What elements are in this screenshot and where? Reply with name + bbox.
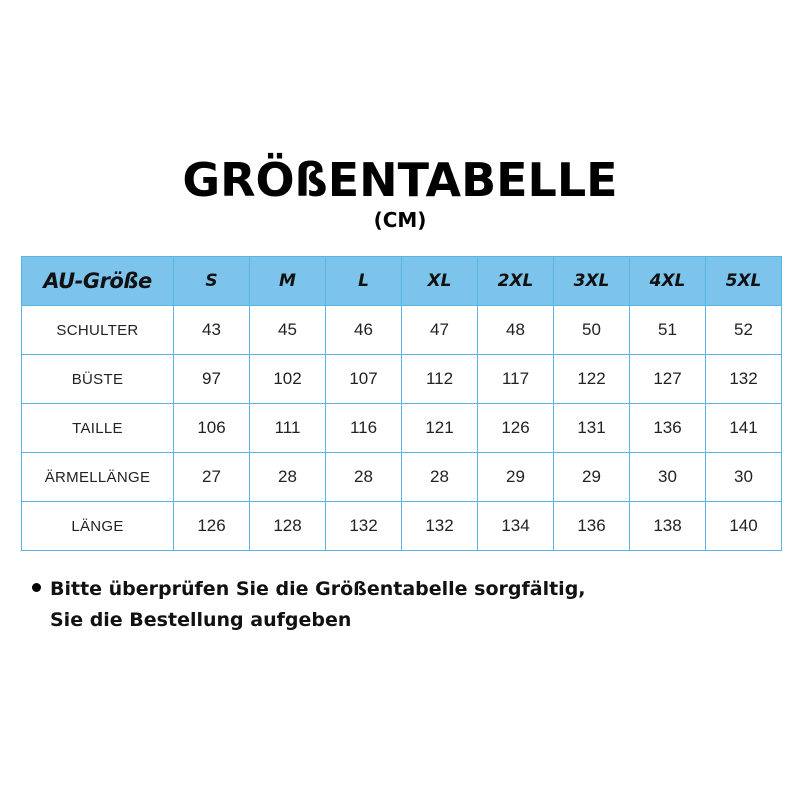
value-cell: 136	[630, 404, 706, 453]
value-cell: 112	[402, 355, 478, 404]
value-cell: 126	[478, 404, 554, 453]
row-label-cell: BÜSTE	[22, 355, 174, 404]
value-cell: 117	[478, 355, 554, 404]
value-cell: 140	[706, 502, 782, 551]
value-cell: 47	[402, 306, 478, 355]
value-cell: 29	[554, 453, 630, 502]
size-header-cell: XL	[402, 257, 478, 306]
value-cell: 116	[326, 404, 402, 453]
value-cell: 29	[478, 453, 554, 502]
value-cell: 28	[402, 453, 478, 502]
row-label-cell: TAILLE	[22, 404, 174, 453]
value-cell: 132	[402, 502, 478, 551]
value-cell: 111	[250, 404, 326, 453]
value-cell: 136	[554, 502, 630, 551]
size-note	[32, 574, 772, 636]
value-cell: 132	[326, 502, 402, 551]
value-cell: 122	[554, 355, 630, 404]
value-cell: 48	[478, 306, 554, 355]
value-cell: 43	[174, 306, 250, 355]
size-header-cell: 5XL	[706, 257, 782, 306]
size-header-cell: S	[174, 257, 250, 306]
value-cell: 45	[250, 306, 326, 355]
size-header-cell: 2XL	[478, 257, 554, 306]
value-cell: 28	[250, 453, 326, 502]
table-row	[22, 306, 782, 355]
value-cell: 51	[630, 306, 706, 355]
note-line-1: Bitte überprüfen Sie die Größentabelle sorgfältig,	[50, 578, 586, 600]
value-cell: 128	[250, 502, 326, 551]
size-header-cell: M	[250, 257, 326, 306]
row-label-cell: SCHULTER	[22, 306, 174, 355]
row-label-cell: LÄNGE	[22, 502, 174, 551]
table-row	[22, 404, 782, 453]
value-cell: 52	[706, 306, 782, 355]
value-cell: 102	[250, 355, 326, 404]
value-cell: 30	[706, 453, 782, 502]
note-text	[50, 574, 586, 636]
value-cell: 121	[402, 404, 478, 453]
value-cell: 46	[326, 306, 402, 355]
value-cell: 50	[554, 306, 630, 355]
bullet-icon	[32, 583, 41, 592]
size-header-cell: L	[326, 257, 402, 306]
header-label-cell: AU-Größe	[22, 257, 174, 306]
table-header-row	[22, 257, 782, 306]
size-header-cell: 3XL	[554, 257, 630, 306]
value-cell: 138	[630, 502, 706, 551]
size-table	[21, 256, 782, 551]
table-row	[22, 355, 782, 404]
value-cell: 134	[478, 502, 554, 551]
table-row	[22, 453, 782, 502]
unit-label: (CM)	[373, 208, 427, 232]
value-cell: 132	[706, 355, 782, 404]
value-cell: 107	[326, 355, 402, 404]
note-line-2: Sie die Bestellung aufgeben	[50, 609, 352, 631]
value-cell: 127	[630, 355, 706, 404]
value-cell: 126	[174, 502, 250, 551]
size-header-cell: 4XL	[630, 257, 706, 306]
value-cell: 97	[174, 355, 250, 404]
table-row	[22, 502, 782, 551]
value-cell: 131	[554, 404, 630, 453]
value-cell: 141	[706, 404, 782, 453]
row-label-cell: ÄRMELLÄNGE	[22, 453, 174, 502]
value-cell: 106	[174, 404, 250, 453]
value-cell: 27	[174, 453, 250, 502]
page-title: GRÖßENTABELLE	[182, 153, 618, 207]
value-cell: 30	[630, 453, 706, 502]
value-cell: 28	[326, 453, 402, 502]
